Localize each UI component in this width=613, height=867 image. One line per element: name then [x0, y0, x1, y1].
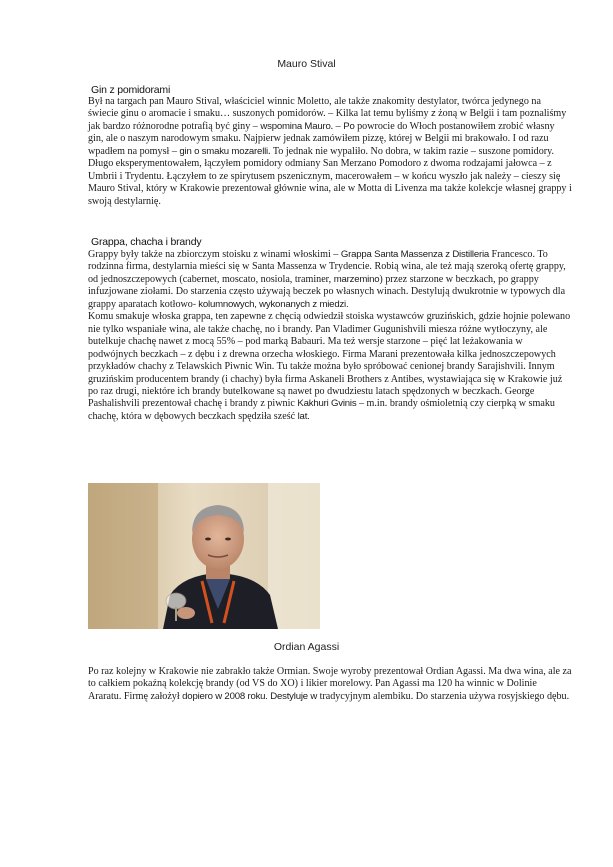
page-title: Mauro Stival [277, 58, 336, 70]
photo-caption: Ordian Agassi [273, 641, 340, 653]
portrait-photo [88, 483, 320, 629]
paragraph-text: Komu smakuje włoska grappa, ten zapewne z chęcią odwiedził stoiska wystawców gruzińskich, gdzie hojnie polewano nie tylko wspaniałe wina, ale także chachę, no i brandy. Pan Vladimer Gugunishvili miesza różne wytłoczyny, ale butelkuje chachę nawet z mocą 55% – pod marką Babauri. Ma też wersje starzone – pięć lat leżakowania w podwójnych beczkach – z dębu i z drewna orzecha włoskiego. Firma Marani prezentowała kilka jednoszczepowych przykładów chachy z Telawskich Piwnic Win. Tu także można było spróbować cenionej brandy Sarajishvili. Innym gruzińskim producentem brandy (i chachy) była firma Askaneli Brothers z Antibes, wystawiająca się w Krakowie już po raz drugi, niektóre ich brandy butelkowane są nawet po dwudziestu latach spędzonych w beczkach. George Pashalishvili prezentował chachę i brandy z piwnic Kakhuri Gvinis – m.in. brandy ośmioletnią czy cierpką w smaku chachę, która w dębowych beczkach spędziła sześć lat. [88, 311, 571, 422]
section-heading-grappa: Grappa, chacha i brandy [91, 236, 202, 248]
article-paragraph-grappa [88, 249, 572, 423]
article-paragraph-gin [88, 96, 572, 208]
section-heading-gin: Gin z pomidorami [91, 84, 171, 96]
paragraph-text: Grappy były także na zbiorczym stoisku z winami włoskimi – Grappa Santa Massenza z Distilleria Francesco. To rodzinna firma, destylarnia mieści się w Santa Massenza w Trydencie. Robią wina, ale też mają szeroką ofertę grappy, od jednoszczepowych (cabernet, moscato, nosiola, traminer, marzemino) przez starzone w beczkach, po grappy infuzjowane ziołami. Do starzenia często używają beczek po własnych winach. Destylują dwukrotnie w typowych dla grappy aparatach kotłowo- kolumnowych, wykonanych z miedzi. [88, 249, 566, 310]
portrait-photo-icon [88, 483, 320, 629]
paragraph-text: Był na targach pan Mauro Stival, właściciel winnic Moletto, ale także znakomity destylator, twórca jedynego na świecie ginu o aromacie i smaku… suszonych pomidorów. – Kilka lat temu byliśmy z żoną w Belgii i tam poznaliśmy jak bardzo różnorodne potrafią być giny – wspomina Mauro. – Po powrocie do Włoch postanowiłem zrobić własny gin, ale o naszym narodowym smaku. Najpierw jednak zamówiłem pizzę, której w Belgii mi brakowało. I od razu wpadłem na pomysł – gin o smaku mozarelli. To jednak nie wypaliło. No dobra, w takim razie – suszone pomidory. Długo eksperymentowałem, łączyłem pomidory odmiany San Merzano Pomodoro z dwoma rodzajami jałowca – z Umbrii i Trydentu. Łączyłem to ze spirytusem pszenicznym, macerowałem – w końcu wyszło jak należy – cieszy się Mauro Stival, który w Krakowie prezentował głównie wina, ale w Motta di Livenza ma także kolekcje własnej grappy i swoją destylarnię. [88, 96, 572, 207]
article-paragraph-armenia [88, 666, 572, 703]
paragraph-text: Po raz kolejny w Krakowie nie zabrakło także Ormian. Swoje wyroby prezentował Ordian Agassi. Ma dwa wina, ale za to całkiem pokaźną kolekcję brandy (od VS do XO) i likier morelowy. Pan Agassi ma 120 ha winnic w Dolinie Araratu. Firmę założył dopiero w 2008 roku. Destyluje w tradycyjnym alembiku. Do starzenia używa rosyjskiego dębu. [88, 666, 572, 702]
